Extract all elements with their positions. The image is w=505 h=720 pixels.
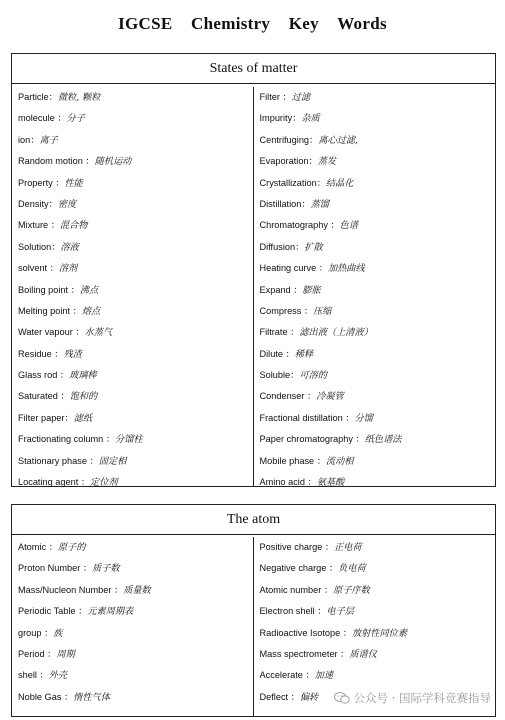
term-row: [12, 215, 253, 236]
term-row: [254, 173, 496, 194]
section-body: [12, 535, 495, 716]
term-english: Glass rod: [18, 370, 60, 381]
term-english: Mobile phase: [259, 455, 317, 466]
term-chinese: 放射性同位素: [351, 627, 408, 639]
term-chinese: 周期: [56, 648, 75, 660]
term-english: Stationary phase: [18, 455, 90, 466]
term-english: Property: [18, 177, 56, 188]
term-chinese: 溶液: [60, 241, 79, 253]
term-separator: ：: [60, 391, 70, 403]
term-separator: ：: [290, 370, 300, 382]
term-separator: ：: [44, 627, 54, 639]
term-english: Radioactive Isotope: [259, 627, 343, 638]
term-separator: ：: [70, 284, 80, 296]
term-chinese: 混合物: [59, 220, 88, 232]
term-english: ion: [18, 134, 31, 145]
term-chinese: 定位剂: [90, 477, 118, 489]
term-english: Paper chromatography: [259, 434, 356, 445]
term-row: [12, 665, 253, 686]
term-row: [12, 258, 253, 279]
term-english: Mixture: [18, 220, 51, 231]
term-english: Filter paper: [18, 412, 65, 423]
term-row: [254, 301, 496, 322]
term-row: [12, 322, 253, 343]
term-english: Amino acid: [259, 477, 308, 488]
term-chinese: 原子序数: [333, 584, 370, 596]
term-chinese: 过滤: [291, 92, 311, 103]
term-separator: ：: [39, 670, 49, 682]
term-row: [254, 258, 496, 279]
term-separator: ：: [330, 220, 340, 232]
term-row: [254, 601, 496, 622]
term-english: Chromatography: [259, 220, 331, 231]
term-row: [12, 194, 253, 215]
term-chinese: 可溶的: [299, 370, 327, 382]
term-separator: ：: [290, 327, 300, 339]
term-chinese: 分馏: [354, 412, 373, 424]
term-row: [254, 386, 496, 407]
term-row: [254, 237, 496, 258]
term-chinese: 分馏柱: [115, 434, 143, 446]
term-english: group: [18, 627, 45, 638]
term-chinese: 沸点: [79, 284, 99, 296]
term-separator: ：: [293, 284, 303, 296]
term-english: Evaporation: [259, 156, 309, 167]
term-separator: ：: [316, 177, 326, 189]
term-row: [254, 665, 496, 686]
term-row: [12, 537, 253, 558]
term-separator: ：: [48, 92, 58, 103]
term-separator: ：: [49, 263, 59, 275]
term-row: [254, 215, 496, 236]
term-separator: ：: [292, 113, 302, 125]
term-separator: ：: [309, 134, 319, 146]
term-row: [12, 130, 253, 151]
term-chinese: 杂质: [301, 113, 320, 125]
term-separator: ：: [323, 584, 334, 596]
term-chinese: 氨基酸: [316, 477, 345, 489]
term-chinese: 溶剂: [58, 263, 78, 275]
term-english: shell: [18, 670, 40, 681]
term-separator: ：: [295, 241, 305, 253]
term-separator: ：: [75, 327, 85, 339]
term-row: [12, 108, 253, 129]
term-english: Residue: [18, 348, 55, 359]
section-the-atom: [11, 504, 496, 717]
term-separator: ：: [105, 434, 116, 446]
term-chinese: 正电荷: [334, 542, 362, 553]
term-chinese: 膨胀: [302, 284, 321, 296]
term-separator: ：: [50, 220, 60, 232]
term-row: [12, 623, 253, 644]
term-separator: ：: [303, 305, 314, 317]
term-separator: ：: [324, 542, 335, 553]
term-row: [254, 644, 496, 665]
term-chinese: 离子: [39, 134, 58, 146]
term-row: [254, 537, 496, 558]
term-row: [12, 644, 253, 665]
term-english: Diffusion: [259, 241, 296, 252]
term-row: [254, 451, 496, 472]
term-chinese: 流动相: [325, 455, 354, 467]
term-chinese: 蒸发: [317, 156, 337, 168]
term-separator: ：: [48, 198, 58, 210]
term-chinese: 微粒, 颗粒: [57, 92, 101, 103]
term-row: [12, 601, 253, 622]
term-separator: ：: [307, 477, 317, 489]
term-chinese: 性能: [64, 177, 83, 189]
term-english: Fractionating column: [18, 434, 106, 445]
term-english: Saturated: [18, 391, 61, 402]
term-separator: ：: [55, 177, 65, 189]
term-chinese: 密度: [57, 198, 77, 210]
term-row: [254, 472, 496, 493]
term-chinese: 元素周期表: [87, 606, 134, 618]
term-separator: ：: [82, 563, 93, 575]
term-row: [12, 365, 253, 386]
term-chinese: 质谱仪: [349, 648, 377, 660]
section-body: [12, 84, 495, 489]
term-chinese: 族: [53, 627, 63, 639]
term-separator: ：: [54, 348, 64, 360]
term-chinese: 稀释: [294, 348, 314, 360]
term-english: Period: [18, 648, 48, 659]
term-row: [12, 344, 253, 365]
term-english: Distillation: [259, 198, 302, 209]
term-separator: ：: [285, 348, 295, 360]
term-row: [12, 280, 253, 301]
term-chinese: 加热曲线: [327, 263, 365, 275]
term-separator: ：: [317, 606, 327, 618]
term-english: Atomic: [18, 542, 49, 552]
term-english: Dilute: [259, 348, 286, 359]
term-separator: ：: [305, 670, 315, 682]
term-row: [12, 558, 253, 579]
term-separator: ：: [72, 305, 82, 317]
page-title: IGCSE Chemistry Key Words: [118, 14, 387, 33]
watermark-text: 公众号 · 国际学科竞赛指导: [353, 691, 491, 705]
term-chinese: 负电荷: [338, 563, 366, 575]
term-row: [254, 558, 496, 579]
term-row: [12, 87, 253, 108]
term-english: Proton Number: [18, 563, 83, 574]
term-english: Filtrate: [259, 327, 291, 338]
term-english: Positive charge: [259, 542, 325, 552]
term-english: Expand: [259, 284, 294, 295]
term-english: Electron shell: [259, 606, 318, 617]
column-right: [254, 87, 496, 489]
term-english: Mass/Nucleon Number: [18, 584, 114, 595]
term-separator: ：: [316, 455, 326, 467]
term-chinese: 残渣: [63, 348, 82, 360]
term-english: Centrifuging: [259, 134, 310, 145]
term-separator: ：: [342, 627, 352, 639]
term-chinese: 色谱: [339, 220, 359, 232]
term-english: Noble Gas: [18, 691, 64, 702]
term-row: [12, 687, 253, 708]
term-english: Negative charge: [259, 563, 329, 574]
term-english: Fractional distillation: [259, 412, 346, 423]
term-row: [12, 151, 253, 172]
term-separator: ：: [340, 648, 350, 660]
term-row: [254, 194, 496, 215]
term-separator: ：: [59, 370, 70, 382]
term-chinese: 固定相: [98, 455, 127, 467]
term-chinese: 水蒸气: [84, 327, 113, 339]
term-row: [254, 344, 496, 365]
term-chinese: 滤出液（上清液）: [299, 327, 373, 339]
watermark: [334, 690, 491, 706]
term-chinese: 熔点: [81, 305, 101, 317]
term-chinese: 外壳: [48, 670, 68, 682]
term-chinese: 随机运动: [94, 156, 132, 168]
term-english: Water vapour: [18, 327, 76, 338]
term-separator: ：: [78, 606, 88, 618]
term-english: Atomic number: [259, 584, 324, 595]
term-separator: ：: [63, 691, 74, 703]
term-separator: ：: [48, 542, 58, 553]
term-row: [12, 386, 253, 407]
term-row: [254, 408, 496, 429]
term-chinese: 分子: [66, 113, 85, 125]
term-separator: ：: [308, 156, 318, 168]
term-separator: ：: [301, 198, 311, 210]
term-english: solvent: [18, 263, 50, 274]
term-row: [12, 408, 253, 429]
term-english: Crystallization: [259, 177, 317, 188]
term-chinese: 惰性气体: [73, 691, 110, 703]
term-english: Periodic Table: [18, 606, 79, 617]
section-heading: The atom: [12, 505, 495, 535]
term-separator: ：: [85, 156, 95, 168]
term-chinese: 离心过滤,: [318, 134, 358, 146]
term-row: [254, 429, 496, 450]
term-separator: ：: [282, 92, 292, 103]
term-chinese: 质子数: [92, 563, 120, 575]
term-chinese: 玻璃棒: [69, 370, 97, 382]
column-left: [12, 537, 254, 716]
term-separator: ：: [57, 113, 67, 125]
term-chinese: 冷凝管: [316, 391, 344, 403]
term-row: [254, 322, 496, 343]
term-english: Condenser: [259, 391, 307, 402]
term-chinese: 饱和的: [69, 391, 98, 403]
term-english: Mass spectrometer: [259, 648, 341, 659]
term-row: [254, 151, 496, 172]
term-row: [12, 472, 253, 493]
term-separator: ：: [290, 691, 300, 703]
term-chinese: 加速: [314, 670, 334, 682]
term-separator: ：: [307, 391, 317, 403]
term-english: Random motion: [18, 156, 86, 167]
term-separator: ：: [318, 263, 328, 275]
term-chinese: 纸色谱法: [364, 434, 402, 446]
term-chinese: 扩散: [304, 241, 323, 253]
term-separator: ：: [345, 412, 355, 424]
term-separator: ：: [47, 648, 57, 660]
term-row: [12, 301, 253, 322]
term-row: [254, 280, 496, 301]
term-separator: ：: [51, 241, 61, 253]
term-english: Melting point: [18, 305, 73, 316]
term-chinese: 压缩: [313, 305, 332, 317]
term-separator: ：: [80, 477, 91, 489]
term-english: Boiling point: [18, 284, 71, 295]
term-row: [12, 237, 253, 258]
term-english: Filter: [259, 92, 283, 102]
term-separator: ：: [355, 434, 365, 446]
term-english: Locating agent: [18, 477, 81, 488]
term-chinese: 结晶化: [325, 177, 354, 189]
term-separator: ：: [328, 563, 339, 575]
term-english: Accelerate: [259, 670, 306, 681]
term-row: [12, 429, 253, 450]
term-english: Density: [18, 198, 49, 209]
term-chinese: 质量数: [123, 584, 151, 596]
term-english: Impurity: [259, 113, 293, 124]
term-row: [254, 623, 496, 644]
term-english: Compress: [259, 305, 304, 316]
term-separator: ：: [30, 134, 40, 146]
term-english: Particle: [18, 92, 49, 102]
term-english: Solution: [18, 241, 52, 252]
column-left: [12, 87, 254, 489]
term-chinese: 原子的: [57, 542, 86, 553]
term-english: molecule: [18, 113, 58, 124]
term-row: [12, 451, 253, 472]
section-heading: States of matter: [12, 54, 495, 84]
term-english: Deflect: [259, 691, 291, 702]
term-chinese: 偏转: [299, 691, 319, 703]
section-states-of-matter: [11, 53, 496, 487]
term-english: Soluble: [259, 370, 291, 381]
term-row: [254, 130, 496, 151]
term-row: [12, 173, 253, 194]
term-separator: ：: [64, 412, 74, 424]
wechat-icon: [334, 692, 350, 704]
term-chinese: 蒸馏: [310, 198, 329, 210]
term-separator: ：: [89, 455, 99, 467]
term-english: Heating curve: [259, 263, 319, 274]
term-chinese: 滤纸: [73, 412, 93, 424]
term-row: [12, 580, 253, 601]
term-row: [254, 87, 496, 108]
term-row: [254, 580, 496, 601]
term-row: [254, 365, 496, 386]
term-row: [254, 108, 496, 129]
term-separator: ：: [114, 584, 124, 596]
term-chinese: 电子层: [326, 606, 354, 618]
